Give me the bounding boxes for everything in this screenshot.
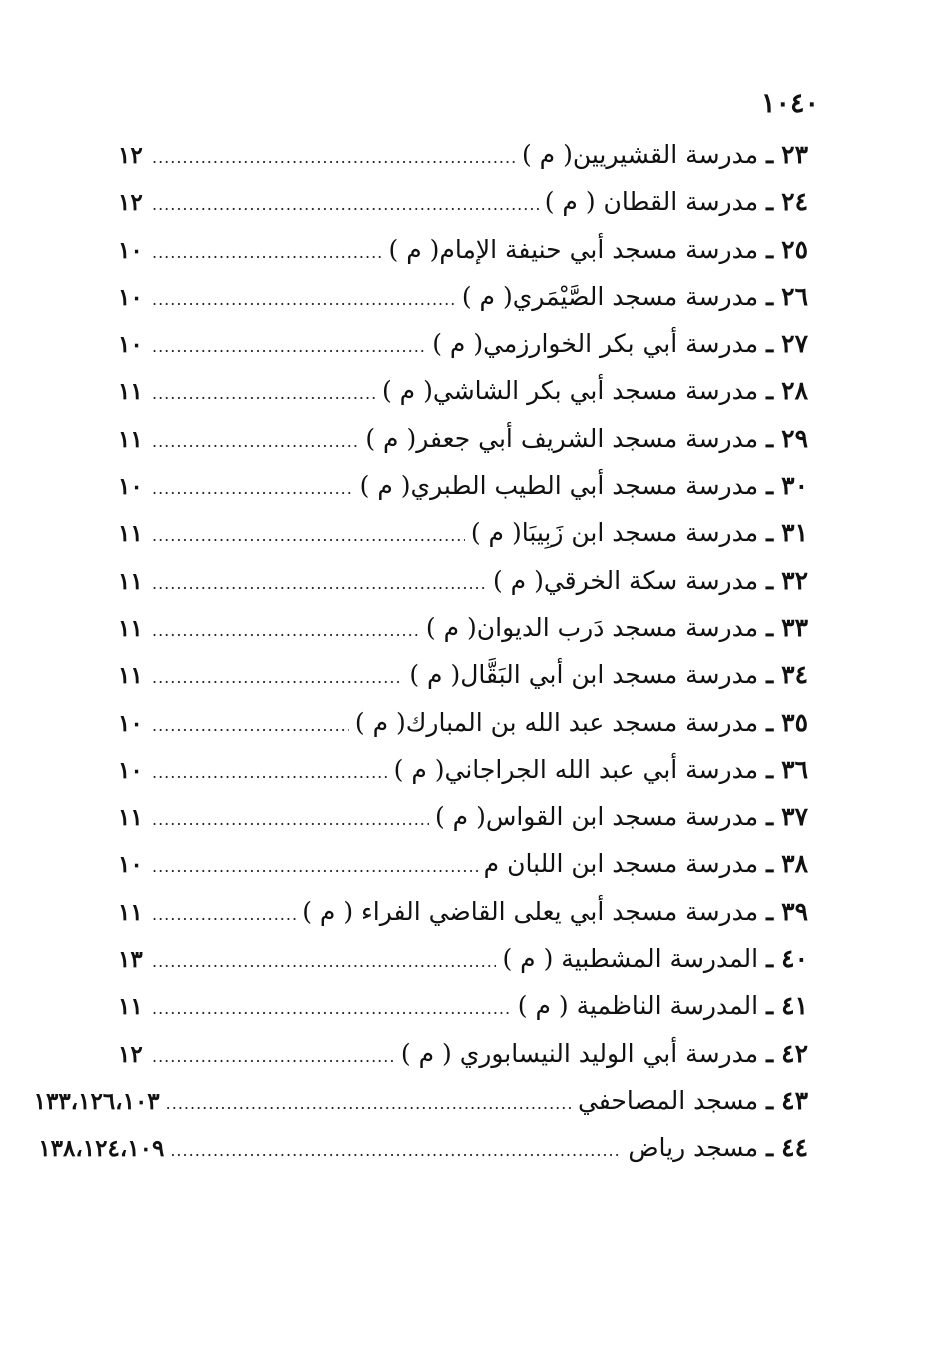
list-item [118, 518, 808, 565]
entry-dash: ـ [766, 281, 774, 311]
dot-leader [152, 148, 516, 167]
entry-name: مدرسة مسجد أبي يعلى القاضي الفراء ( م ) [302, 896, 759, 926]
list-item [118, 613, 808, 660]
entry-name: مسجد رياض [628, 1133, 759, 1163]
list-item [118, 802, 808, 849]
entry-number: ٢٣ [781, 140, 808, 169]
entry-number: ٣٦ [781, 754, 808, 784]
entry-dash: ـ [766, 423, 774, 453]
index-list [33, 140, 808, 1181]
entry-number: ٤٣ [781, 1085, 808, 1115]
entry-number: ٢٧ [781, 329, 808, 359]
dot-leader [152, 905, 296, 924]
entry-number: ٢٤ [781, 187, 808, 217]
list-item [118, 755, 808, 802]
dot-leader [152, 1047, 395, 1066]
entry-pages: ١١ [118, 898, 143, 926]
entry-name: مدرسة مسجد الشريف أبي جعفر( م ) [365, 423, 759, 453]
entry-name: مدرسة مسجد ابن أبي البَقَّال( م ) [409, 660, 759, 690]
entry-dash: ـ [766, 518, 774, 548]
dot-leader [152, 195, 539, 214]
entry-pages: ١٠ [118, 473, 143, 501]
dot-leader [170, 1141, 622, 1160]
entry-number: ٣٨ [781, 849, 808, 879]
entry-dash: ـ [766, 140, 774, 169]
list-item [118, 329, 808, 376]
list-item [118, 1039, 808, 1086]
list-item [118, 187, 808, 234]
entry-name: مدرسة مسجد دَرب الديوان( م ) [425, 612, 759, 642]
entry-number: ٣٢ [781, 565, 808, 595]
dot-leader [152, 243, 383, 262]
entry-pages: ١٠ [118, 283, 143, 311]
entry-pages: ١٠ [118, 709, 143, 737]
entry-name: مدرسة مسجد عبد الله بن المبارك( م ) [354, 707, 759, 737]
entry-pages: ١١ [118, 804, 143, 832]
entry-name: مدرسة سكة الخرقي( م ) [492, 565, 759, 595]
entry-name: المدرسة الناظمية ( م ) [517, 991, 759, 1021]
entry-number: ٣٧ [781, 802, 808, 832]
entry-pages: ١١ [118, 425, 143, 453]
entry-pages: ١٠ [118, 331, 143, 359]
dot-leader [152, 716, 349, 735]
dot-leader [152, 526, 465, 545]
entry-name: مدرسة مسجد أبي بكر الشاشي( م ) [381, 376, 759, 406]
dot-leader [152, 337, 426, 356]
entry-dash: ـ [766, 849, 774, 879]
dot-leader [152, 763, 388, 782]
entry-pages: ١١ [118, 520, 143, 548]
entry-pages: ١١ [118, 378, 143, 406]
entry-dash: ـ [766, 187, 774, 217]
dot-leader [152, 384, 376, 403]
entry-name: مدرسة مسجد الصَّيْمَري( م ) [461, 281, 759, 311]
entry-pages: ١٣ [118, 946, 143, 974]
entry-name: مدرسة أبي عبد الله الجراجاني( م ) [393, 754, 759, 784]
dot-leader [152, 857, 478, 876]
entry-number: ٣٣ [781, 612, 808, 642]
list-item [118, 471, 808, 518]
entry-pages: ١٠ [118, 756, 143, 784]
dot-leader [152, 621, 420, 640]
entry-pages: ١٢ [118, 142, 143, 169]
entry-dash: ـ [766, 802, 774, 832]
entry-dash: ـ [766, 944, 774, 974]
entry-pages: ١٠ [118, 851, 143, 879]
entry-number: ٤٢ [781, 1038, 808, 1068]
entry-number: ٢٩ [781, 423, 808, 453]
entry-pages: ١٣٣،١٢٦،١٠٣ [33, 1087, 160, 1115]
entry-number: ٢٥ [781, 234, 808, 264]
entry-name: مسجد المصاحفي [577, 1085, 759, 1115]
entry-dash: ـ [766, 329, 774, 359]
entry-number: ٢٨ [781, 376, 808, 406]
entry-number: ٣٤ [781, 660, 808, 690]
entry-name: المدرسة المشطبية ( م ) [502, 944, 759, 974]
dot-leader [152, 668, 403, 687]
list-item [118, 708, 808, 755]
entry-dash: ـ [766, 376, 774, 406]
entry-pages: ١٢ [118, 189, 143, 217]
entry-name: مدرسة مسجد أبي الطيب الطبري( م ) [359, 471, 759, 501]
entry-dash: ـ [766, 754, 774, 784]
entry-dash: ـ [766, 1085, 774, 1115]
entry-pages: ١١ [118, 662, 143, 690]
entry-number: ٤١ [781, 991, 808, 1021]
entry-name: مدرسة مسجد ابن القواس( م ) [434, 802, 759, 832]
entry-name: مدرسة أبي الوليد النيسابوري ( م ) [400, 1038, 759, 1068]
list-item [118, 897, 808, 944]
entry-number: ٤٠ [781, 944, 808, 974]
entry-dash: ـ [766, 660, 774, 690]
dot-leader [152, 290, 456, 309]
list-item [118, 140, 808, 187]
entry-number: ٣٩ [781, 896, 808, 926]
entry-dash: ـ [766, 565, 774, 595]
entry-name: مدرسة القطان ( م ) [544, 187, 759, 217]
entry-name: مدرسة مسجد ابن زَبِيبَا( م ) [470, 518, 759, 548]
entry-name: مدرسة مسجد ابن اللبان م [483, 849, 759, 879]
list-item [118, 660, 808, 707]
entry-dash: ـ [766, 471, 774, 501]
entry-number: ٣١ [781, 518, 808, 548]
entry-name: مدرسة القشيريين( م ) [521, 140, 759, 169]
list-item [118, 424, 808, 471]
dot-leader [152, 479, 354, 498]
entry-number: ٤٤ [781, 1133, 808, 1163]
entry-number: ٣٠ [781, 471, 808, 501]
entry-pages: ١٢ [118, 1040, 143, 1068]
list-item [38, 1133, 808, 1180]
dot-leader [166, 1094, 572, 1113]
page-number: ١٠٤٠ [760, 88, 819, 119]
list-item [33, 1085, 808, 1133]
entry-dash: ـ [766, 1133, 774, 1163]
list-item [118, 944, 808, 991]
entry-number: ٢٦ [781, 281, 808, 311]
list-item [118, 991, 808, 1038]
entry-number: ٣٥ [781, 707, 808, 737]
entry-name: مدرسة مسجد أبي حنيفة الإمام( م ) [388, 234, 759, 264]
list-item [118, 376, 808, 423]
entry-pages: ١٣٨،١٢٤،١٠٩ [38, 1135, 165, 1163]
entry-dash: ـ [766, 234, 774, 264]
list-item [118, 235, 808, 282]
dot-leader [152, 810, 429, 829]
entry-name: مدرسة أبي بكر الخوارزمي( م ) [432, 329, 759, 359]
entry-dash: ـ [766, 991, 774, 1021]
dot-leader [152, 432, 359, 451]
list-item [118, 566, 808, 613]
dot-leader [152, 574, 487, 593]
entry-pages: ١١ [118, 614, 143, 642]
dot-leader [152, 999, 512, 1018]
dot-leader [152, 952, 496, 971]
entry-dash: ـ [766, 707, 774, 737]
list-item [118, 282, 808, 329]
entry-pages: ١١ [118, 993, 143, 1021]
list-item [118, 849, 808, 896]
entry-pages: ١٠ [118, 236, 143, 264]
entry-dash: ـ [766, 896, 774, 926]
entry-dash: ـ [766, 1038, 774, 1068]
entry-dash: ـ [766, 612, 774, 642]
entry-pages: ١١ [118, 567, 143, 595]
